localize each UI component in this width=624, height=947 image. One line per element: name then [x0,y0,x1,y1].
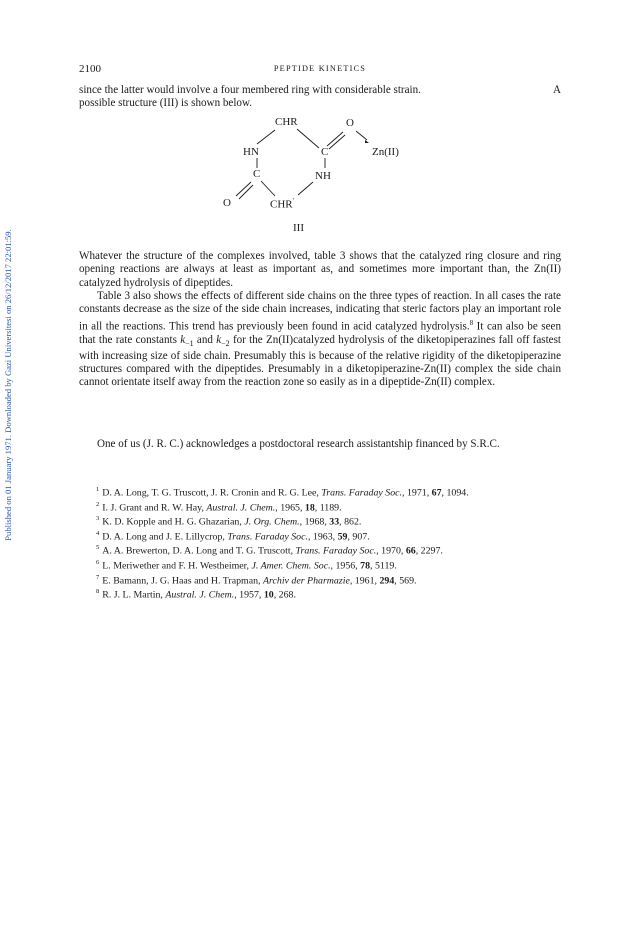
paragraph-2: Table 3 also shows the effects of different side chains on the three types of reaction. In all cases the rate constants decrease as the size of the side chain increases, indicating that steric factors play an important role in all the reactions. This trend has previously been found in acid catalyzed hydrolysis.$^8$ It can also be seen that the rate constants $k_{-1}$ and $k_{-2}$ for the Zn(II)catalyzed hydrolysis of the diketopiperazines fall off fastest with increasing size of side chain. Presumably this is because of the relative rigidity of the diketopiperazine structures compared with the dipeptides. Presumably in a diketopiperazine-Zn(II) complex the side chain cannot orientate itself away from the reaction zone so easily as in a dipeptide-Zn(II) complex. [79,290,562,389]
reference-num: 7 [96,573,100,581]
reference-num: 8 [96,588,100,596]
reference-vol: 18 [304,501,315,513]
reference-vol: 59 [337,531,348,543]
paragraph-1: Whatever the structure of the complexes involved, table 3 shows that the catalyzed ring closure and ring opening reactions are always at least as important as, and sometimes more important than, the Zn(II) catalyzed hydrolysis of dipeptides. [79,250,561,289]
reference-pages: , 862. [339,516,362,528]
reference-journal: Archiv der Pharmazie [262,574,350,586]
reference-pages: , 907. [347,531,370,543]
reference-num: 1 [96,486,100,493]
page-number: 2100 [79,63,101,75]
reference-item [96,528,566,543]
reference-item [96,542,566,557]
atom-nh: NH [315,170,331,182]
reference-year: , 1957, [234,589,264,601]
atom-hn: HN [243,146,259,158]
reference-authors: R. J. L. Martin, [102,589,166,601]
reference-item [96,572,566,587]
reference-year: , 1971, [402,487,432,499]
reference-journal: Trans. Faraday Soc. [295,545,377,557]
reference-num: 6 [96,558,100,566]
atom-zn: Zn(II) [372,146,399,158]
reference-year: , 1963, [307,531,338,543]
reference-item [96,513,566,528]
reference-pages: , 5119. [370,560,397,572]
atom-o-bottom: O [223,197,231,209]
atom-o-top: O [346,117,354,129]
download-watermark [0,190,16,580]
reference-journal: Austral. J. Chem. [206,501,276,513]
reference-authors: E. Bamann, J. G. Haas and H. Trapman, [102,574,263,586]
reference-num: 2 [96,500,100,508]
intro-paragraph [79,84,561,111]
reference-vol: 78 [360,560,371,572]
reference-year: , 1956, [330,560,361,572]
bond-chr-hn [257,130,275,144]
reference-authors: K. D. Kopple and H. G. Ghazarian, [102,516,245,528]
reference-year: , 1968, [299,516,330,528]
reference-list [96,484,566,601]
reference-num: 4 [96,529,100,537]
reference-item [96,499,566,514]
atom-chr-top: CHR [275,116,298,128]
reference-pages: , 2297. [415,545,443,557]
running-title: PEPTIDE KINETICS [273,64,367,73]
bond-o-zn [356,131,367,140]
reference-pages: , 268. [273,589,296,601]
reference-vol: 33 [329,516,340,528]
reference-journal: Trans. Faraday Soc. [227,531,308,543]
chemical-structure-iii [215,116,425,236]
reference-num: 3 [96,515,100,523]
reference-year: , 1970, [376,545,406,557]
bond-chr-c [297,129,319,148]
arrowhead [365,140,369,143]
reference-year: , 1965, [275,501,305,513]
atom-c-right: C [321,146,329,158]
reference-journal: J. Amer. Chem. Soc. [251,560,331,572]
intro-line-1: since the latter would involve a four membered ring with considerable strain. [79,84,421,96]
reference-authors: A. A. Brewerton, D. A. Long and T. G. Truscott, [102,545,296,557]
page-header [79,63,561,77]
reference-journal: Austral. J. Chem. [165,589,235,601]
structure-caption: III [293,222,304,234]
atom-chr-bottom: CHR′ [270,197,295,211]
reference-vol: 67 [431,487,442,499]
reference-item [96,557,566,572]
reference-num: 5 [96,544,100,552]
reference-authors: L. Meriwether and F. H. Westheimer, [102,560,252,572]
reference-journal: Trans. Faraday Soc. [321,487,402,499]
intro-line-2: possible structure (III) is shown below. [79,97,253,110]
reference-authors: D. A. Long, T. G. Truscott, J. R. Cronin and R. G. Lee, [102,487,322,499]
reference-year: , 1961, [349,574,380,586]
reference-authors: I. J. Grant and R. W. Hay, [102,501,207,513]
reference-vol: 66 [405,545,416,557]
reference-vol: 294 [379,574,395,586]
reference-pages: , 569. [394,574,417,586]
reference-vol: 10 [263,589,274,601]
atom-c-left: C [253,168,261,180]
watermark-text: Published on 01 January 1971. Downloaded by Gazi Universitesi on 26/12/2017 22:01:59. [3,229,13,541]
reference-pages: , 1189. [314,501,342,513]
reference-item [96,586,566,601]
citation-8: 8 [469,318,474,327]
bond-chr-nh [298,182,313,195]
acknowledgement: One of us (J. R. C.) acknowledges a postdoctoral research assistantship financed by S.R.C. [97,438,500,450]
intro-line-1-end: A [552,84,561,96]
reference-pages: , 1094. [441,487,469,499]
reference-authors: D. A. Long and J. E. Lillycrop, [102,531,228,543]
reference-item [96,484,566,499]
reference-journal: J. Org. Chem. [244,516,300,528]
bond-c-chr [261,181,275,196]
